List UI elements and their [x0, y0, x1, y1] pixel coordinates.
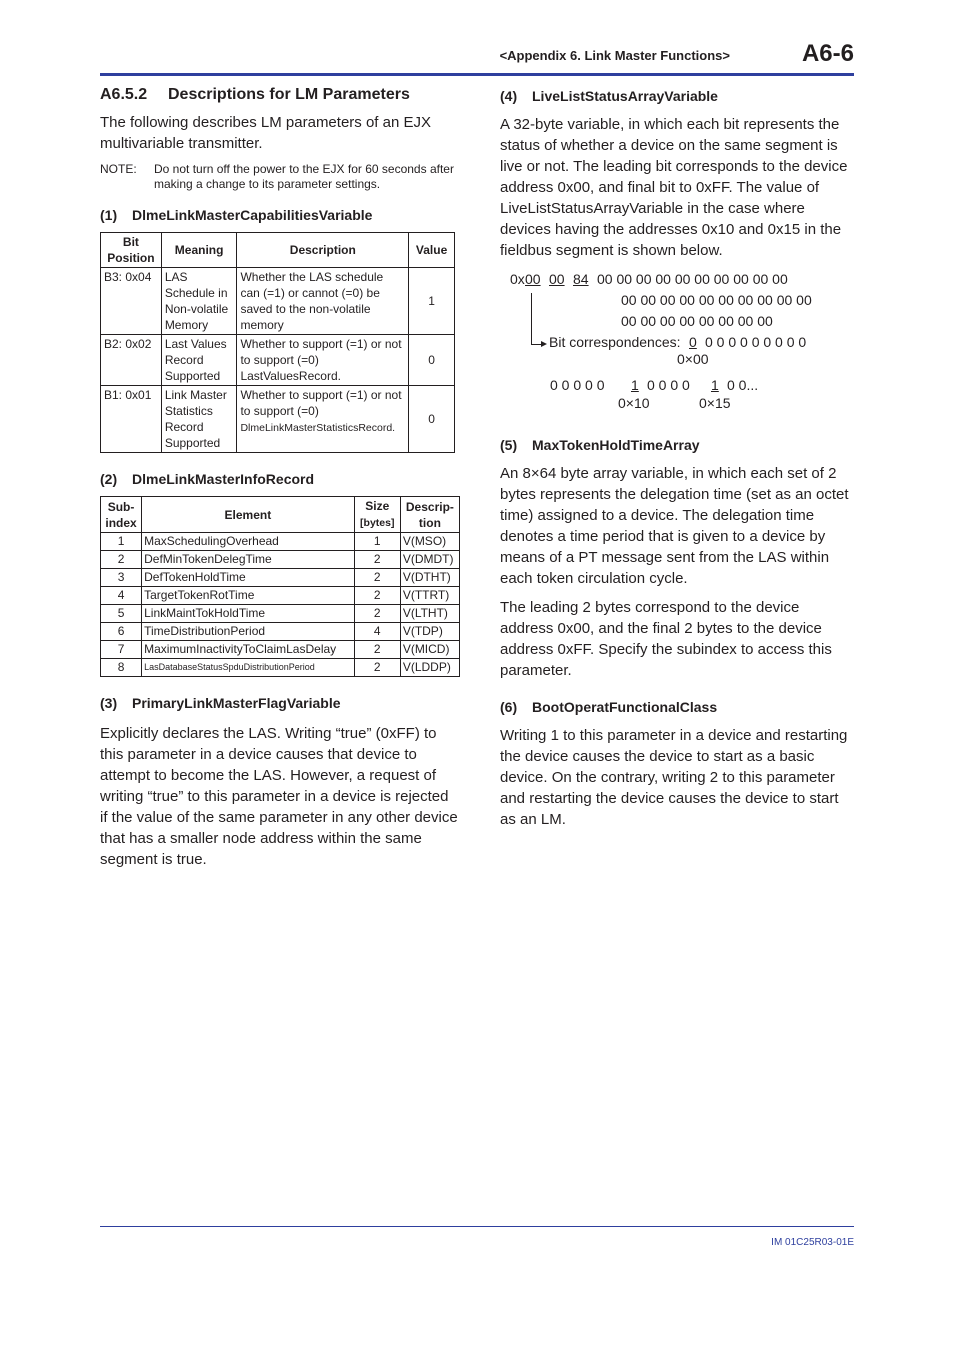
- description-cell: Whether to support (=1) or not to support (=0) LastValuesRecord.: [237, 335, 409, 386]
- connector-line: [531, 293, 532, 344]
- col-header-description: Descrip-tion: [400, 497, 459, 533]
- descr-cell: V(MICD): [400, 641, 459, 659]
- idx-cell: 1: [101, 533, 142, 551]
- element-cell: DefTokenHoldTime: [142, 569, 355, 587]
- descr-cell: V(LDDP): [400, 659, 459, 677]
- table-row: [101, 623, 460, 641]
- size-unit: [bytes]: [360, 517, 395, 529]
- header-rule: [100, 73, 854, 76]
- sub5-body-2: The leading 2 bytes correspond to the device address 0x00, and the final 2 bytes to the device address 0xFF. Specify the subindex to access this parameter.: [500, 599, 832, 679]
- description-cell: Whether the LAS schedule can (=1) or cannot (=0) be saved to the non-volatile memory: [237, 268, 409, 335]
- bit-corr-rest: 0 0 0 0 0 0 0 0 0: [705, 334, 807, 350]
- idx-cell: 5: [101, 605, 142, 623]
- element-cell: TargetTokenRotTime: [142, 587, 355, 605]
- descr-cell: V(MSO): [400, 533, 459, 551]
- meaning-cell: Last Values Record Supported: [161, 335, 237, 386]
- sub3-number: (3): [100, 695, 118, 711]
- col-header-size: [354, 497, 400, 533]
- hex-byte: 84: [573, 271, 589, 287]
- section-number: A6.5.2: [100, 86, 148, 103]
- connector-line: [531, 344, 541, 345]
- table-row: [101, 659, 460, 677]
- hex-row-1: 00 00 00 00 00 00 00 00 00 00: [597, 271, 788, 287]
- note-label: NOTE:: [100, 162, 137, 176]
- idx-cell: 6: [101, 623, 142, 641]
- bit-corr-first: 0: [689, 334, 697, 350]
- sub5-number: (5): [500, 437, 518, 453]
- col-header: Meaning: [161, 233, 237, 268]
- size-cell: 2: [354, 551, 400, 569]
- description-text: Whether to support (=1) or not to support (=0): [240, 388, 402, 418]
- sub1-number: (1): [100, 207, 118, 223]
- description-cell: [237, 386, 409, 453]
- table-row: [101, 533, 460, 551]
- table-header-row: [101, 497, 460, 533]
- table-row: [101, 641, 460, 659]
- size-cell: 2: [354, 605, 400, 623]
- capabilities-table: [100, 232, 455, 453]
- bit-cell: B3: 0x04: [101, 268, 162, 335]
- size-cell: 2: [354, 659, 400, 677]
- sub3-title: PrimaryLinkMasterFlagVariable: [132, 695, 341, 711]
- table-row: [101, 386, 455, 453]
- element-cell: DefMinTokenDelegTime: [142, 551, 355, 569]
- section-intro: The following describes LM parameters of an EJX multivariable transmitter.: [100, 114, 431, 152]
- value-cell: 0: [409, 386, 455, 453]
- sub2-heading: [100, 471, 458, 487]
- descr-cell: V(DMDT): [400, 551, 459, 569]
- col-header: Value: [409, 233, 455, 268]
- col-header-subindex: Sub-index: [101, 497, 142, 533]
- value-cell: 1: [409, 268, 455, 335]
- table-row: [101, 268, 455, 335]
- size-cell: 2: [354, 641, 400, 659]
- left-column: [100, 86, 458, 878]
- idx-cell: 8: [101, 659, 142, 677]
- meaning-cell: Link Master Statistics Record Supported: [161, 386, 237, 453]
- note: [100, 162, 458, 192]
- size-label: Size: [365, 499, 390, 513]
- section-title: Descriptions for LM Parameters: [168, 86, 410, 103]
- bit-seq-e: 0 0...: [727, 377, 759, 393]
- idx-cell: 4: [101, 587, 142, 605]
- table-row: [101, 605, 460, 623]
- sub4-body: A 32-byte variable, in which each bit represents the status of whether a device on the same segment is live or not. The leading bit corresponds to the device address 0x00, and final bit to 0xFF. The value of LiveListStatusArrayVariable in the case where devices having the addresses 0x10 and 0x15 in the fieldbus segment is shown below.: [500, 116, 848, 259]
- table-row: [101, 587, 460, 605]
- descr-cell: V(TDP): [400, 623, 459, 641]
- bit-seq-a: 0 0 0 0 0: [550, 377, 605, 393]
- table-row: [101, 335, 455, 386]
- size-cell: 2: [354, 587, 400, 605]
- table-row: [101, 551, 460, 569]
- section-heading: [100, 86, 458, 104]
- sub5-title: MaxTokenHoldTimeArray: [532, 437, 700, 453]
- descr-cell: V(TTRT): [400, 587, 459, 605]
- label-0x00: 0×00: [677, 351, 709, 367]
- col-header: Description: [237, 233, 409, 268]
- idx-cell: 2: [101, 551, 142, 569]
- hex-prefix: 0x: [510, 271, 525, 287]
- hex-byte: 00: [525, 271, 541, 287]
- hex-row-2: 00 00 00 00 00 00 00 00 00 00: [621, 292, 812, 308]
- element-cell: TimeDistributionPeriod: [142, 623, 355, 641]
- size-cell: 2: [354, 569, 400, 587]
- idx-cell: 3: [101, 569, 142, 587]
- doc-code: IM 01C25R03-01E: [771, 1237, 854, 1248]
- bit-seq-c: 0 0 0 0: [647, 377, 690, 393]
- sub6-number: (6): [500, 699, 518, 715]
- sub3-heading: [100, 695, 458, 711]
- arrow-icon: [541, 341, 547, 347]
- element-cell: LasDatabaseStatusSpduDistributionPeriod: [142, 659, 355, 677]
- sub1-title: DlmeLinkMasterCapabilitiesVariable: [132, 207, 373, 223]
- sub6-body: Writing 1 to this parameter in a device and restarting the device causes the device to start as a basic device. On the contrary, writing 2 to this parameter and restarting the device causes the device to start as an LM.: [500, 727, 848, 828]
- table-header-row: [101, 233, 455, 268]
- size-cell: 4: [354, 623, 400, 641]
- sub2-title: DlmeLinkMasterInfoRecord: [132, 471, 315, 487]
- sub4-title: LiveListStatusArrayVariable: [532, 88, 718, 104]
- sub1-heading: [100, 207, 458, 223]
- sub4-number: (4): [500, 88, 518, 104]
- element-cell: LinkMaintTokHoldTime: [142, 605, 355, 623]
- bit-diagram: [500, 271, 854, 437]
- description-small: DlmeLinkMasterStatisticsRecord.: [240, 422, 396, 434]
- bit-cell: B1: 0x01: [101, 386, 162, 453]
- sub3-body: Explicitly declares the LAS. Writing “true” (0xFF) to this parameter in a device causes that device to attempt to become the LAS. However, a request of writing “true” to this parameter in a device is rejected if the value of the same parameter in any other device that has a smaller node address within the same segment is true.: [100, 725, 458, 868]
- sub4-heading: [500, 88, 854, 104]
- element-cell: MaxSchedulingOverhead: [142, 533, 355, 551]
- sub6-heading: [500, 699, 854, 715]
- info-record-table: [100, 496, 460, 677]
- bit-cell: B2: 0x02: [101, 335, 162, 386]
- element-cell: MaximumInactivityToClaimLasDelay: [142, 641, 355, 659]
- sub5-body-1: An 8×64 byte array variable, in which each set of 2 bytes represents the delegation time (set as an octet time) assigned to a device. The delegation time denotes a time period that is given to a device by means of a PT message sent from the LAS within each token circulation cycle.: [500, 465, 849, 587]
- label-0x10: 0×10: [618, 395, 650, 411]
- table-row: [101, 569, 460, 587]
- value-cell: 0: [409, 335, 455, 386]
- sub2-number: (2): [100, 471, 118, 487]
- running-header: <Appendix 6. Link Master Functions>: [499, 48, 730, 63]
- right-column: [500, 86, 854, 838]
- bit-seq-d: 1: [711, 377, 719, 393]
- meaning-cell: LAS Schedule in Non-volatile Memory: [161, 268, 237, 335]
- page-number: A6-6: [801, 40, 854, 67]
- descr-cell: V(LTHT): [400, 605, 459, 623]
- bit-seq-b: 1: [631, 377, 639, 393]
- col-header: Bit Position: [101, 233, 162, 268]
- hex-row-3: 00 00 00 00 00 00 00 00: [621, 313, 773, 329]
- label-0x15: 0×15: [699, 395, 731, 411]
- footer-rule: [100, 1226, 854, 1227]
- descr-cell: V(DTHT): [400, 569, 459, 587]
- size-cell: 1: [354, 533, 400, 551]
- col-header-element: Element: [142, 497, 355, 533]
- hex-byte: 00: [549, 271, 565, 287]
- bit-corr-label: Bit correspondences:: [549, 334, 681, 350]
- sub5-heading: [500, 437, 854, 453]
- note-text: Do not turn off the power to the EJX for 60 seconds after making a change to its parameter settings.: [154, 162, 454, 191]
- sub6-title: BootOperatFunctionalClass: [532, 699, 718, 715]
- idx-cell: 7: [101, 641, 142, 659]
